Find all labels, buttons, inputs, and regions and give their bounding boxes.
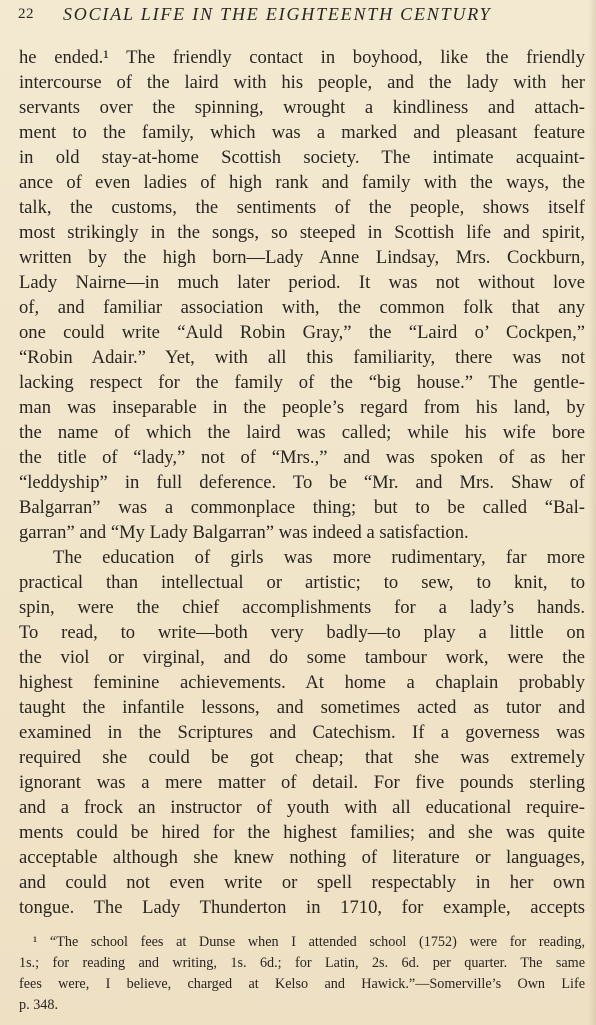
text-line: and could not even write or spell respectably in her own <box>19 872 585 893</box>
footnote-line: p. 348. <box>19 997 59 1013</box>
text-line: the viol or virginal, and do some tambour work, were the <box>19 647 585 668</box>
text-line: garran” and “My Lady Balgarran” was indeed a satisfaction. <box>19 522 469 543</box>
text-line: tongue. The Lady Thunderton in 1710, for example, accepts <box>19 897 585 918</box>
text-line: taught the infantile lessons, and sometimes acted as tutor and <box>19 697 585 718</box>
text-line: man was inseparable in the people’s regard from his land, by <box>19 397 585 418</box>
text-line: written by the high born—Lady Anne Lindsay, Mrs. Cockburn, <box>19 247 585 268</box>
text-line: The education of girls was more rudimentary, far more <box>53 547 585 568</box>
page-number: 22 <box>18 6 34 22</box>
text-line: “leddyship” in full deference. To be “Mr. and Mrs. Shaw of <box>19 472 585 493</box>
text-line: acceptable although she knew nothing of literature or languages, <box>19 847 585 868</box>
text-line: Lady Nairne—in much later period. It was not without love <box>19 272 585 293</box>
text-line: lacking respect for the family of the “big house.” The gentle- <box>19 372 585 393</box>
text-line: “Robin Adair.” Yet, with all this familiarity, there was not <box>19 347 585 368</box>
body-text <box>19 45 585 920</box>
text-line: most strikingly in the songs, so steeped in Scottish life and spirit, <box>19 222 585 243</box>
page-edge-shadow <box>588 0 596 1025</box>
text-line: required she could be got cheap; that she was extremely <box>19 747 585 768</box>
footnote-line: 1s.; for reading and writing, 1s. 6d.; for Latin, 2s. 6d. per quarter. The same <box>19 955 585 971</box>
text-line: of, and familiar association with, the common folk that any <box>19 297 585 318</box>
text-line: the title of “lady,” not of “Mrs.,” and was spoken of as her <box>19 447 585 468</box>
text-line: in old stay-at-home Scottish society. The intimate acquaint- <box>19 147 585 168</box>
text-line: ignorant was a mere matter of detail. For five pounds sterling <box>19 772 585 793</box>
text-line: highest feminine achievements. At home a chaplain probably <box>19 672 585 693</box>
text-line: he ended.¹ The friendly contact in boyhood, like the friendly <box>19 47 585 68</box>
text-line: spin, were the chief accomplishments for a lady’s hands. <box>19 597 585 618</box>
text-line: one could write “Auld Robin Gray,” the “Laird o’ Cockpen,” <box>19 322 585 343</box>
running-title: SOCIAL LIFE IN THE EIGHTEENTH CENTURY <box>63 4 492 24</box>
footnote-line: fees were, I believe, charged at Kelso and Hawick.”—Somerville’s Own Life <box>19 976 585 992</box>
footnote-line: ¹ “The school fees at Dunse when I attended school (1752) were for reading, <box>33 934 585 950</box>
text-line: the name of which the laird was called; while his wife bore <box>19 422 585 443</box>
text-line: and a frock an instructor of youth with all educational require- <box>19 797 585 818</box>
text-line: servants over the spinning, wrought a kindliness and attach- <box>19 97 585 118</box>
text-line: Balgarran” was a commonplace thing; but to be called “Bal- <box>19 497 585 518</box>
text-line: ance of even ladies of high rank and family with the ways, the <box>19 172 585 193</box>
text-line: To read, to write—both very badly—to play a little on <box>19 622 585 643</box>
text-line: ment to the family, which was a marked and pleasant feature <box>19 122 585 143</box>
text-line: intercourse of the laird with his people, and the lady with her <box>19 72 585 93</box>
footnotes <box>19 932 585 1016</box>
text-line: examined in the Scriptures and Catechism. If a governess was <box>19 722 585 743</box>
text-line: ments could be hired for the highest families; and she was quite <box>19 822 585 843</box>
text-line: talk, the customs, the sentiments of the people, shows itself <box>19 197 585 218</box>
text-line: practical than intellectual or artistic; to sew, to knit, to <box>19 572 585 593</box>
